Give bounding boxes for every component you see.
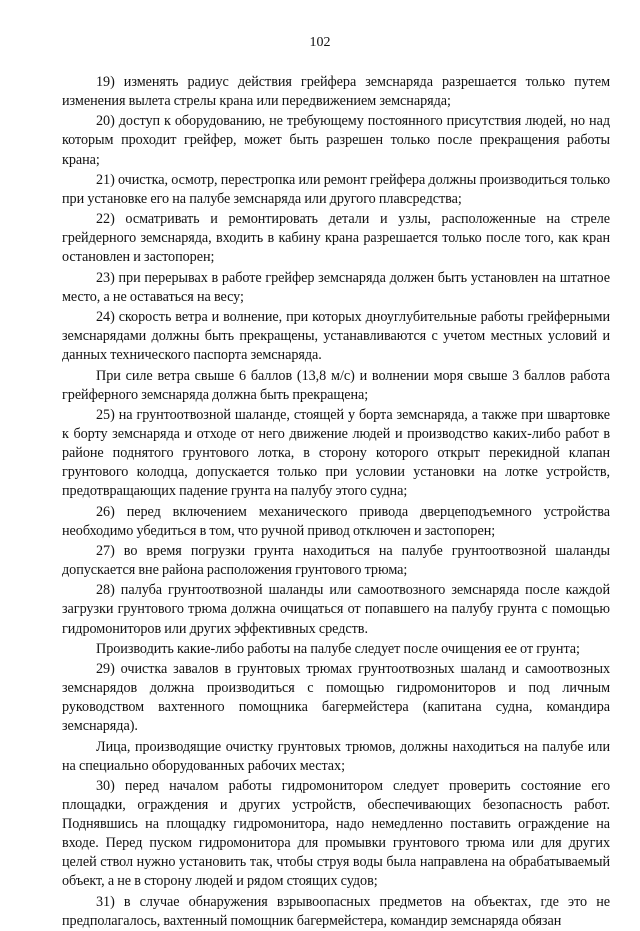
paragraph-23: 23) при перерывах в работе грейфер земснаряда должен быть установлен на штатное место, а не оставаться на весу; <box>62 269 610 305</box>
document-body <box>62 73 610 931</box>
paragraph-hold-cleaning: Лица, производящие очистку грунтовых трюмов, должны находиться на палубе или на специально оборудованных рабочих местах; <box>62 738 610 774</box>
paragraph-20: 20) доступ к оборудованию, не требующему постоянного присутствия людей, но над которым проходит грейфер, может быть разрешен только после прекращения работы крана; <box>62 113 610 168</box>
paragraph-29: 29) очистка завалов в грунтовых трюмах грунтоотвозных шаланд и самоотвозных земснарядов должна производиться с помощью гидромониторов и под личным руководством вахтенного помощника багермейстера (капитана судна, командира земснаряда). <box>62 661 610 735</box>
paragraph-27: 27) во время погрузки грунта находиться на палубе грунтоотвозной шаланды допускается вне района расположения грунтового трюма; <box>62 542 610 579</box>
paragraph-31: 31) в случае обнаружения взрывоопасных предметов на объектах, где это не предполагалось, вахтенный помощник багермейстера, командир земснаряда обязан <box>62 893 610 929</box>
paragraph-25: 25) на грунтоотвозной шаланде, стоящей у борта земснаряда, а также при швартовке к борту земснаряда и отходе от него движение людей и производство каких-либо работ в районе поднятого грунтового лотка, в сторону которого открыт перекидной клапан грунтового колодца, допускается только при условии установки на лотке устройств, предотвращающих падение грунта на палубу этого судна; <box>62 406 610 500</box>
paragraph-21: 21) очистка, осмотр, перестропка или ремонт грейфера должны производиться только при установке его на палубе земснаряда или другого плавсредства; <box>62 171 610 207</box>
paragraph-deck-work: Производить какие-либо работы на палубе следует после очищения ее от грунта; <box>96 640 580 657</box>
paragraph-28: 28) палуба грунтоотвозной шаланды или самоотвозного земснаряда после каждой загрузки грунтового трюма должна очищаться от попавшего на палубу грунта с помощью гидромониторов или других эффективных средств. <box>62 582 610 637</box>
paragraph-24: 24) скорость ветра и волнение, при которых дноуглубительные работы грейферными земснарядами должны быть прекращены, устанавливаются с учетом местных условий и данных технического паспорта земснаряда. <box>62 309 610 364</box>
page-number: 102 <box>309 35 331 50</box>
paragraph-19: 19) изменять радиус действия грейфера земснаряда разрешается только путем изменения вылета стрелы крана или передвижением земснаряда; <box>62 74 610 110</box>
paragraph-wind-limit: При силе ветра свыше 6 баллов (13,8 м/с) и волнении моря свыше 3 баллов работа грейферного земснаряда должна быть прекращена; <box>62 367 610 403</box>
paragraph-22: 22) осматривать и ремонтировать детали и узлы, расположенные на стреле грейдерного земснаряда, входить в кабину крана разрешается только после того, как кран остановлен и застопорен; <box>62 211 610 266</box>
paragraph-26: 26) перед включением механического привода дверцеподъемного устройства необходимо убедиться в том, что ручной привод отключен и застопорен; <box>62 503 610 539</box>
paragraph-30: 30) перед началом работы гидромонитором следует проверить состояние его площадки, ограждения и других устройств, обеспечивающих безопасность работ. Поднявшись на площадку гидромонитора, надо немедленно поставить ограждение на входе. Перед пуском гидромонитора для промывки грунтового трюма или для других целей ствол нужно установить так, чтобы струя воды была направлена на обрабатываемый объект, а не в сторону людей и рядом стоящих судов; <box>62 778 610 890</box>
